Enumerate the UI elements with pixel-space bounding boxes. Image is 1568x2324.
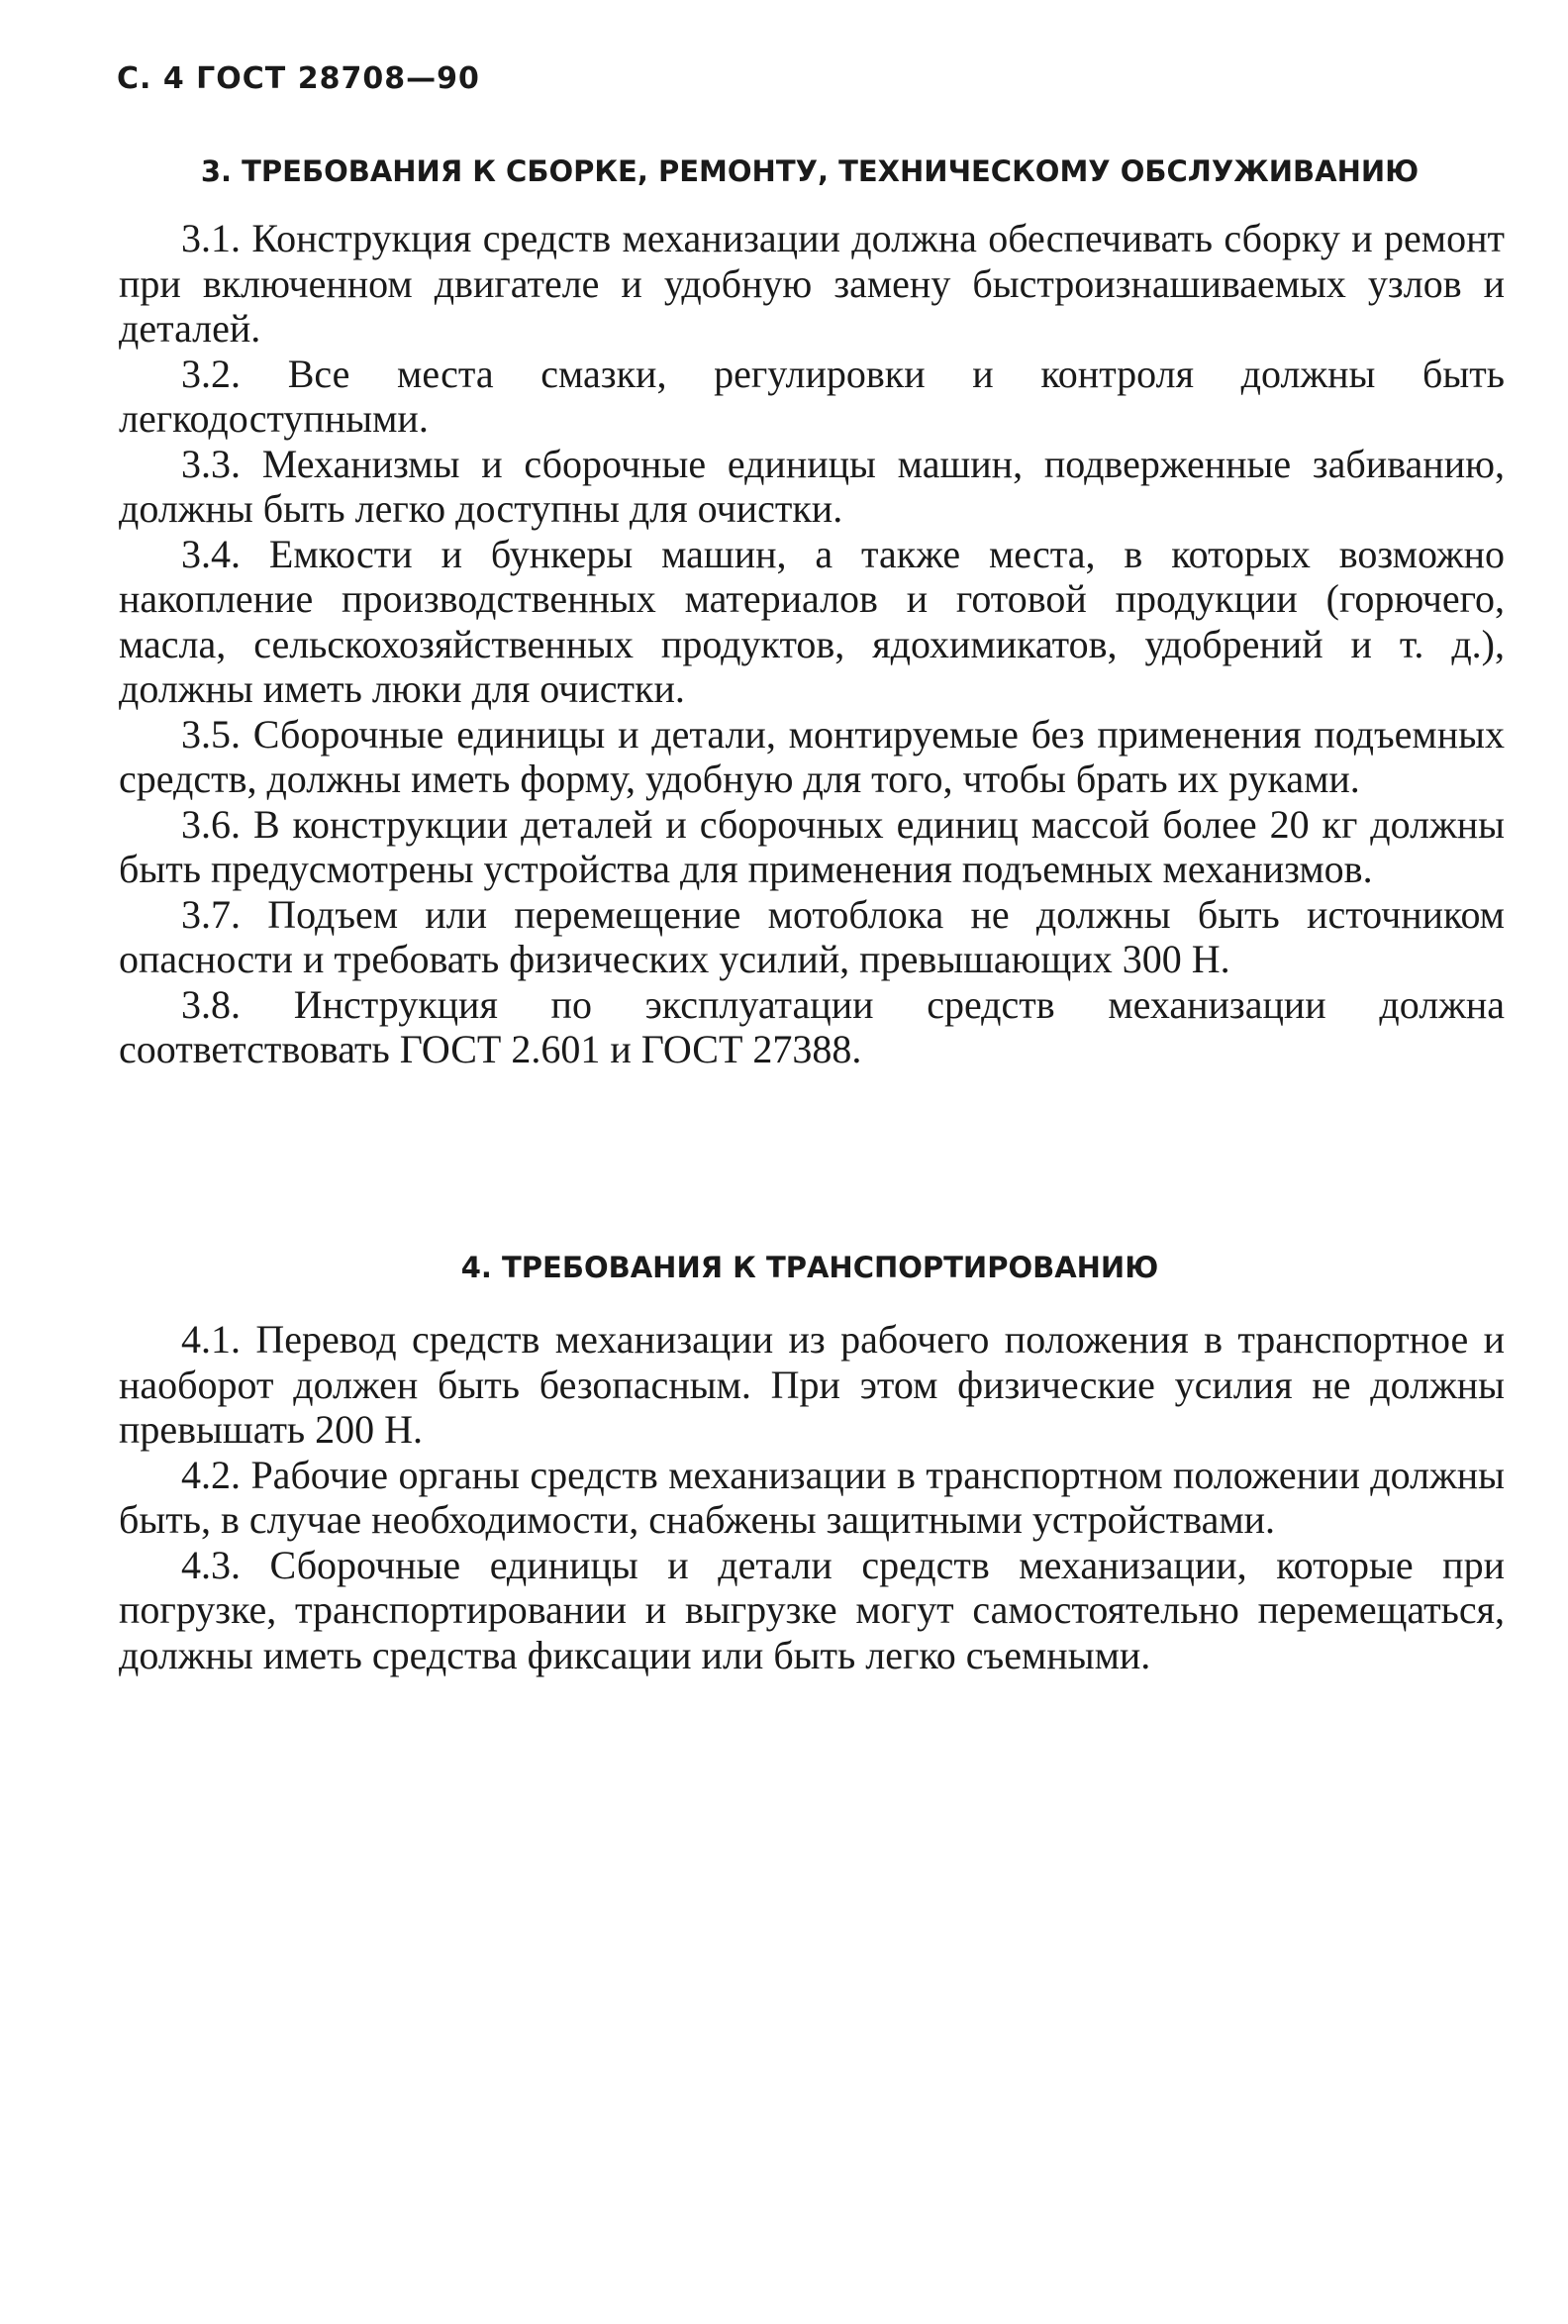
paragraph-3-7 [119,892,1505,982]
paragraph-text: Инструкция по эксплуатации средств механизации должна соответствовать ГОСТ 2.601 и ГОСТ 27388. [119,981,1505,1071]
paragraph-text: В конструкции деталей и сборочных единиц массой более 20 кг должны быть предусмотрены устройства для применения подъемных механизмов. [119,801,1506,891]
paragraph-number: 3.4. [181,531,241,576]
paragraph-3-4 [119,532,1505,712]
running-head: С. 4 ГОСТ 28708—90 [117,61,480,96]
paragraph-text: Сборочные единицы и детали средств механизации, которые при погрузке, транспортировании и выгрузке могут самостоятельно перемещаться, должны иметь средства фиксации или быть легко съемными. [119,1542,1505,1677]
paragraph-3-8 [119,982,1505,1072]
paragraph-3-5 [119,712,1505,802]
paragraph-number: 3.8. [181,981,241,1027]
paragraph-4-3 [119,1543,1505,1678]
paragraph-text: Подъем или перемещение мотоблока не должны быть источником опасности и требовать физических усилий, превышающих 300 Н. [119,891,1505,981]
paragraph-text: Конструкция средств механизации должна обеспечивать сборку и ремонт при включенном двигателе и удобную замену быстроизнашиваемых узлов и деталей. [119,216,1505,351]
paragraph-4-1 [119,1317,1505,1453]
paragraph-text: Перевод средств механизации из рабочего положения в транспортное и наоборот должен быть безопасным. При этом физические усилия не должны превышать 200 Н. [119,1317,1506,1452]
paragraph-number: 3.5. [181,711,241,757]
paragraph-3-2 [119,352,1505,442]
paragraph-number: 3.3. [181,441,241,486]
paragraph-text: Рабочие органы средств механизации в транспортном положении должны быть, в случае необходимости, снабжены защитными устройствами. [119,1452,1505,1542]
paragraph-4-2 [119,1453,1505,1543]
paragraph-text: Механизмы и сборочные единицы машин, подверженные забиванию, должны быть легко доступны для очистки. [119,441,1506,531]
paragraph-number: 3.2. [181,351,241,396]
paragraph-number: 4.3. [181,1542,241,1587]
paragraph-number: 3.7. [181,891,241,937]
paragraph-3-1 [119,216,1505,352]
section-4-body [119,1317,1505,1677]
section-4-heading: 4. ТРЕБОВАНИЯ К ТРАНСПОРТИРОВАНИЮ [460,1251,1159,1284]
paragraph-number: 4.2. [181,1452,241,1497]
paragraph-3-6 [119,802,1505,892]
paragraph-text: Емкости и бункеры машин, а также места, в которых возможно накопление производственных материалов и готовой продукции (горючего, масла, сельскохозяйственных продуктов, ядохимикатов, удобрений и т. д.), должны иметь люки для очистки. [119,531,1505,711]
paragraph-text: Все места смазки, регулировки и контроля должны быть легкодоступными. [119,351,1505,441]
section-3-heading: 3. ТРЕБОВАНИЯ К СБОРКЕ, РЕМОНТУ, ТЕХНИЧЕСКОМУ ОБСЛУЖИВАНИЮ [200,154,1420,188]
paragraph-number: 3.1. [181,216,241,260]
paragraph-number: 3.6. [181,801,241,847]
paragraph-3-3 [119,442,1505,532]
paragraph-number: 4.1. [181,1317,241,1362]
paragraph-text: Сборочные единицы и детали, монтируемые без применения подъемных средств, должны иметь форму, удобную для того, чтобы брать их руками. [119,711,1506,801]
section-3-body [119,216,1505,1072]
